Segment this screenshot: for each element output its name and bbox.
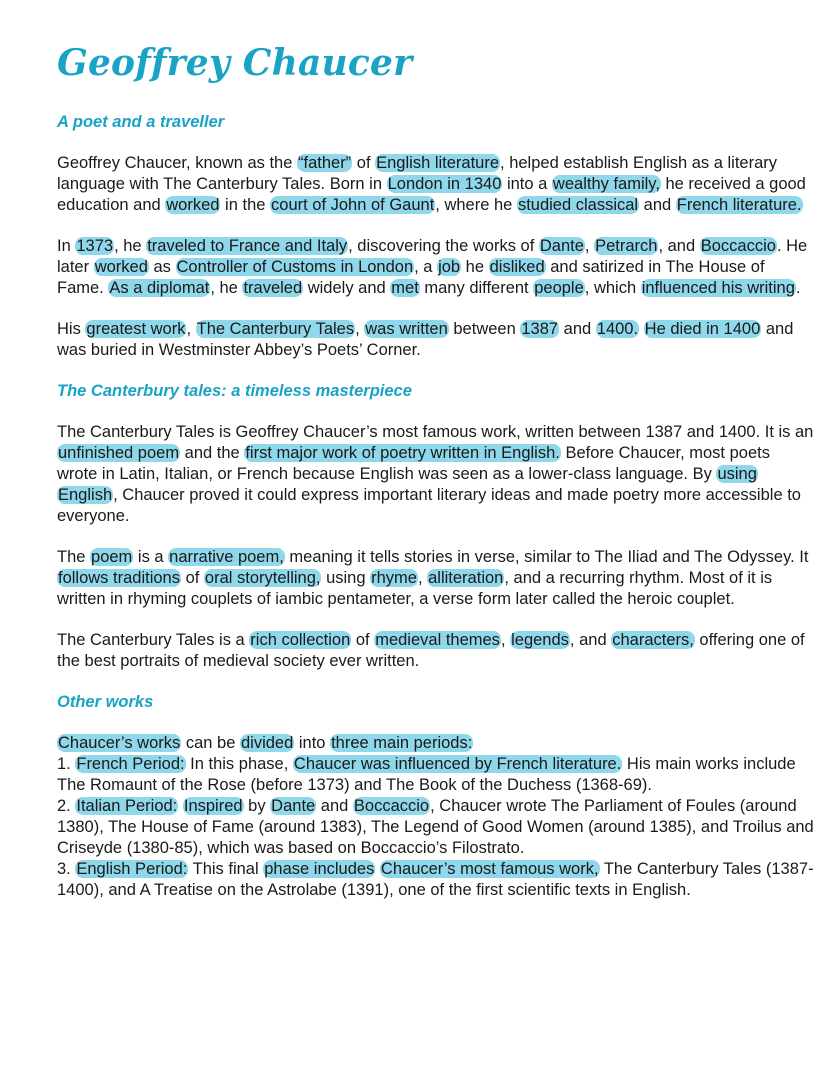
text-run: and bbox=[639, 196, 676, 214]
highlighted-text: studied classical bbox=[517, 196, 639, 214]
highlighted-text: Inspired bbox=[183, 797, 243, 815]
text-run: many different bbox=[419, 279, 534, 297]
highlighted-text: job bbox=[438, 258, 461, 276]
highlighted-text: English Period: bbox=[76, 860, 188, 878]
text-run: and satirized in The House of Fame. bbox=[57, 258, 765, 297]
text-run: is a bbox=[133, 548, 169, 566]
text-run: as bbox=[148, 258, 176, 276]
highlighted-text: Petrarch bbox=[595, 237, 658, 255]
document-body bbox=[57, 112, 814, 901]
highlighted-text: alliteration bbox=[428, 569, 504, 587]
section-heading: The Canterbury tales: a timeless masterpiece bbox=[57, 382, 412, 400]
text-run: of bbox=[351, 631, 375, 649]
text-run: This final bbox=[188, 860, 264, 878]
text-run: and was buried in Westminster Abbey’s Poets’ Corner. bbox=[57, 320, 794, 359]
highlighted-text: London in 1340 bbox=[387, 175, 502, 193]
highlighted-text: poem bbox=[91, 548, 133, 566]
highlighted-text: Chaucer was influenced by French literature. bbox=[293, 755, 622, 773]
highlighted-text: Controller of Customs in London bbox=[176, 258, 414, 276]
text-run: , and a recurring rhythm. Most of it is written in rhyming couplets of iambic pentameter, a verse form later called the heroic couplet. bbox=[57, 569, 773, 608]
paragraph bbox=[57, 630, 814, 672]
paragraph bbox=[57, 319, 814, 361]
highlighted-text: The Canterbury Tales bbox=[196, 320, 355, 338]
highlighted-text: 1373 bbox=[76, 237, 114, 255]
text-run: , where he bbox=[435, 196, 517, 214]
text-run: In bbox=[57, 237, 76, 255]
paragraph bbox=[57, 153, 814, 216]
highlighted-text: worked bbox=[166, 196, 220, 214]
text-run: , and bbox=[658, 237, 700, 255]
text-run: , bbox=[355, 320, 365, 338]
text-run: The Canterbury Tales is Geoffrey Chaucer’s most famous work, written between 1387 and 1400. It is an bbox=[57, 423, 814, 441]
text-run: The bbox=[57, 548, 91, 566]
text-run: widely and bbox=[303, 279, 391, 297]
highlighted-text: French literature. bbox=[676, 196, 802, 214]
highlighted-text: As a diplomat bbox=[109, 279, 210, 297]
text-run: , bbox=[500, 631, 511, 649]
highlighted-text: characters, bbox=[612, 631, 694, 649]
highlighted-text: people bbox=[534, 279, 584, 297]
highlighted-text: follows traditions bbox=[58, 569, 180, 587]
text-run: His main works include The Romaunt of the Rose (before 1373) and The Book of the Duchess (1368-69). bbox=[57, 755, 796, 794]
highlighted-text: traveled to France and Italy bbox=[147, 237, 348, 255]
text-run: . bbox=[795, 279, 801, 297]
highlighted-text: 1387 bbox=[521, 320, 559, 338]
text-run: meaning it tells stories in verse, similar to The Iliad and The Odyssey. It bbox=[284, 548, 809, 566]
text-run: he bbox=[461, 258, 489, 276]
highlighted-text: disliked bbox=[489, 258, 545, 276]
highlighted-text: greatest work bbox=[86, 320, 186, 338]
highlighted-text: English literature bbox=[376, 154, 500, 172]
highlighted-text: using English bbox=[58, 465, 757, 504]
highlighted-text: first major work of poetry written in English. bbox=[245, 444, 560, 462]
highlighted-text: traveled bbox=[243, 279, 303, 297]
text-run: by bbox=[243, 797, 271, 815]
highlighted-text: divided bbox=[241, 734, 294, 752]
highlighted-text: Boccaccio bbox=[353, 797, 430, 815]
text-run: The Canterbury Tales is a bbox=[57, 631, 250, 649]
text-run: Before Chaucer, most poets wrote in Latin, Italian, or French because English was seen as a lower-class language. By bbox=[57, 444, 770, 483]
highlighted-text: Dante bbox=[271, 797, 316, 815]
highlighted-text: unfinished poem bbox=[58, 444, 180, 462]
paragraph bbox=[57, 422, 814, 527]
text-run: 2. bbox=[57, 797, 76, 815]
text-run: can be bbox=[181, 734, 240, 752]
highlighted-text: French Period: bbox=[76, 755, 185, 773]
text-run: , Chaucer wrote The Parliament of Foules (around 1380), The House of Fame (around 1383), The Legend of Good Women (around 1385), and Troilus and Criseyde (1380-85), which was based on Boccaccio’s Filostrato. bbox=[57, 797, 814, 857]
text-run: 3. bbox=[57, 860, 76, 878]
text-run: he received a good education and bbox=[57, 175, 806, 214]
text-run: and bbox=[559, 320, 596, 338]
text-run: , Chaucer proved it could express important literary ideas and made poetry more accessible to everyone. bbox=[57, 486, 801, 525]
text-run: into a bbox=[502, 175, 552, 193]
page-title: Geoffrey Chaucer bbox=[57, 42, 413, 84]
highlighted-text: He died in 1400 bbox=[644, 320, 761, 338]
highlighted-text: 1400. bbox=[596, 320, 639, 338]
highlighted-text: rhyme bbox=[371, 569, 417, 587]
section-heading: A poet and a traveller bbox=[57, 113, 225, 131]
text-run: and bbox=[316, 797, 353, 815]
text-run: offering one of the best portraits of medieval society ever written. bbox=[57, 631, 805, 670]
text-run: , bbox=[584, 237, 595, 255]
text-run: , he bbox=[210, 279, 243, 297]
text-run: 1. bbox=[57, 755, 76, 773]
highlighted-text: phase includes bbox=[264, 860, 375, 878]
text-run: , which bbox=[584, 279, 641, 297]
text-run: of bbox=[180, 569, 204, 587]
text-run: , bbox=[186, 320, 196, 338]
text-run: , he bbox=[114, 237, 147, 255]
highlighted-text: Chaucer’s works bbox=[58, 734, 181, 752]
highlighted-text: met bbox=[391, 279, 419, 297]
highlighted-text: “father” bbox=[298, 154, 352, 172]
highlighted-text: Italian Period: bbox=[76, 797, 178, 815]
text-run: , bbox=[417, 569, 428, 587]
highlighted-text: narrative poem, bbox=[169, 548, 284, 566]
highlighted-text: wealthy family, bbox=[552, 175, 660, 193]
paragraph bbox=[57, 733, 814, 901]
text-run: The Canterbury Tales (1387-1400), and A Treatise on the Astrolabe (1391), one of the first scientific texts in English. bbox=[57, 860, 814, 899]
highlighted-text: oral storytelling, bbox=[204, 569, 321, 587]
highlighted-text: Chaucer’s most famous work, bbox=[380, 860, 599, 878]
text-run: , and bbox=[569, 631, 612, 649]
text-run bbox=[639, 320, 644, 338]
text-run: , discovering the works of bbox=[348, 237, 539, 255]
text-run: . He later bbox=[57, 237, 808, 276]
paragraph bbox=[57, 547, 814, 610]
text-run: in the bbox=[220, 196, 271, 214]
text-run: , helped establish English as a literary language with The Canterbury Tales. Born in bbox=[57, 154, 778, 193]
text-run: In this phase, bbox=[185, 755, 293, 773]
highlighted-text: medieval themes bbox=[375, 631, 500, 649]
text-run: of bbox=[352, 154, 376, 172]
text-run: and the bbox=[180, 444, 245, 462]
text-run: His bbox=[57, 320, 86, 338]
highlighted-text: worked bbox=[94, 258, 148, 276]
text-run: Geoffrey Chaucer, known as the bbox=[57, 154, 297, 172]
highlighted-text: Dante bbox=[539, 237, 584, 255]
highlighted-text: legends bbox=[511, 631, 569, 649]
text-run: using bbox=[321, 569, 371, 587]
text-run: into bbox=[294, 734, 331, 752]
highlighted-text: court of John of Gaunt bbox=[271, 196, 435, 214]
highlighted-text: Boccaccio bbox=[700, 237, 776, 255]
highlighted-text: three main periods: bbox=[331, 734, 473, 752]
highlighted-text: influenced his writing bbox=[641, 279, 795, 297]
highlighted-text: was written bbox=[365, 320, 448, 338]
text-run: between bbox=[448, 320, 521, 338]
highlighted-text: rich collection bbox=[250, 631, 351, 649]
text-run: , a bbox=[414, 258, 438, 276]
section-heading: Other works bbox=[57, 693, 154, 711]
paragraph bbox=[57, 236, 814, 299]
